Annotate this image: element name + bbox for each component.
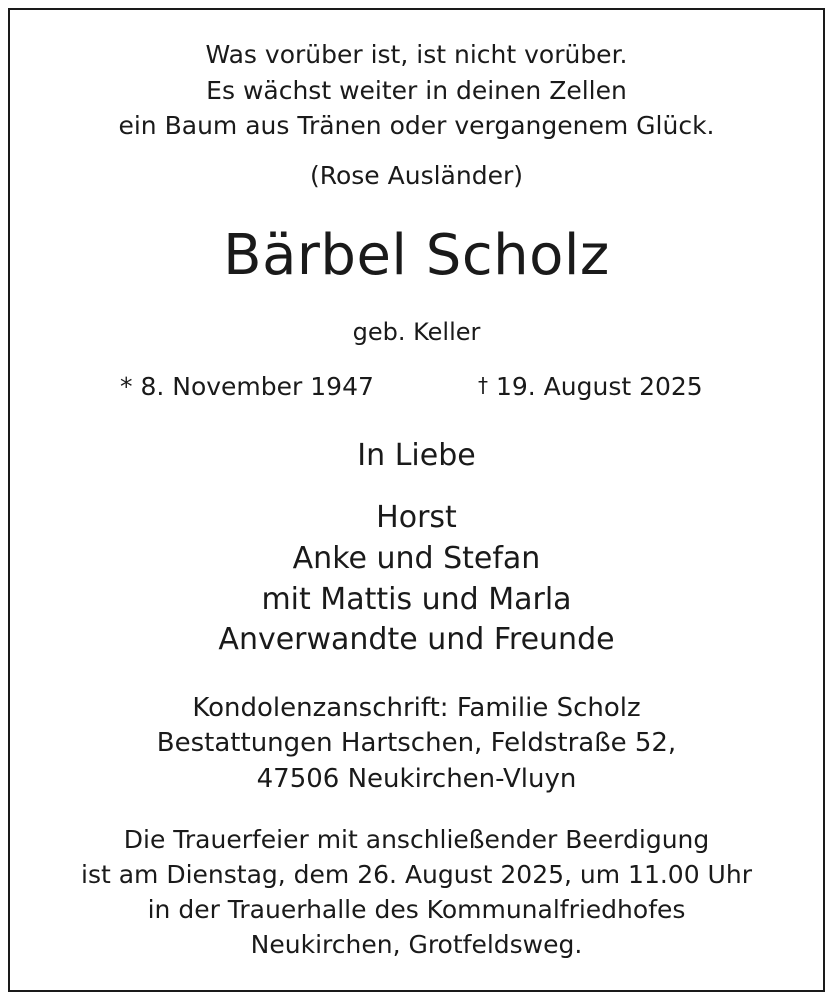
poem-line: Was vorüber ist, ist nicht vorüber.: [205, 40, 628, 69]
poem-line: ein Baum aus Tränen oder vergangenem Glück.: [118, 111, 715, 140]
birth-date-line: [120, 374, 374, 399]
mourners-intro: In Liebe: [357, 438, 476, 473]
deceased-name: Bärbel Scholz: [223, 223, 610, 288]
mourner-name: Anke und Stefan: [292, 541, 541, 576]
condolence-line: Kondolenzanschrift: Familie Scholz: [192, 693, 641, 723]
mourner-name: Anverwandte und Freunde: [218, 622, 615, 657]
funeral-line: ist am Dienstag, dem 26. August 2025, um 11.00 Uhr: [81, 860, 752, 889]
death-date: 19. August 2025: [495, 372, 703, 401]
death-cross-icon: †: [478, 373, 488, 397]
condolence-line: 47506 Neukirchen-Vluyn: [256, 764, 577, 794]
condolence-line: Bestattungen Hartschen, Feldstraße 52,: [156, 728, 677, 758]
mourner-name: Horst: [376, 500, 457, 535]
mourner-name: mit Mattis und Marla: [261, 582, 572, 617]
birth-symbol: *: [120, 372, 133, 401]
birth-name: geb. Keller: [352, 318, 481, 346]
funeral-line: in der Trauerhalle des Kommunalfriedhofes: [147, 895, 686, 924]
poem-author: (Rose Ausländer): [309, 161, 523, 190]
funeral-line: Die Trauerfeier mit anschließender Beerdigung: [123, 825, 710, 854]
poem-line: Es wächst weiter in deinen Zellen: [206, 76, 627, 105]
birth-date: 8. November 1947: [140, 372, 374, 401]
funeral-line: Neukirchen, Grotfeldsweg.: [250, 930, 583, 959]
death-date-line: [478, 374, 703, 399]
